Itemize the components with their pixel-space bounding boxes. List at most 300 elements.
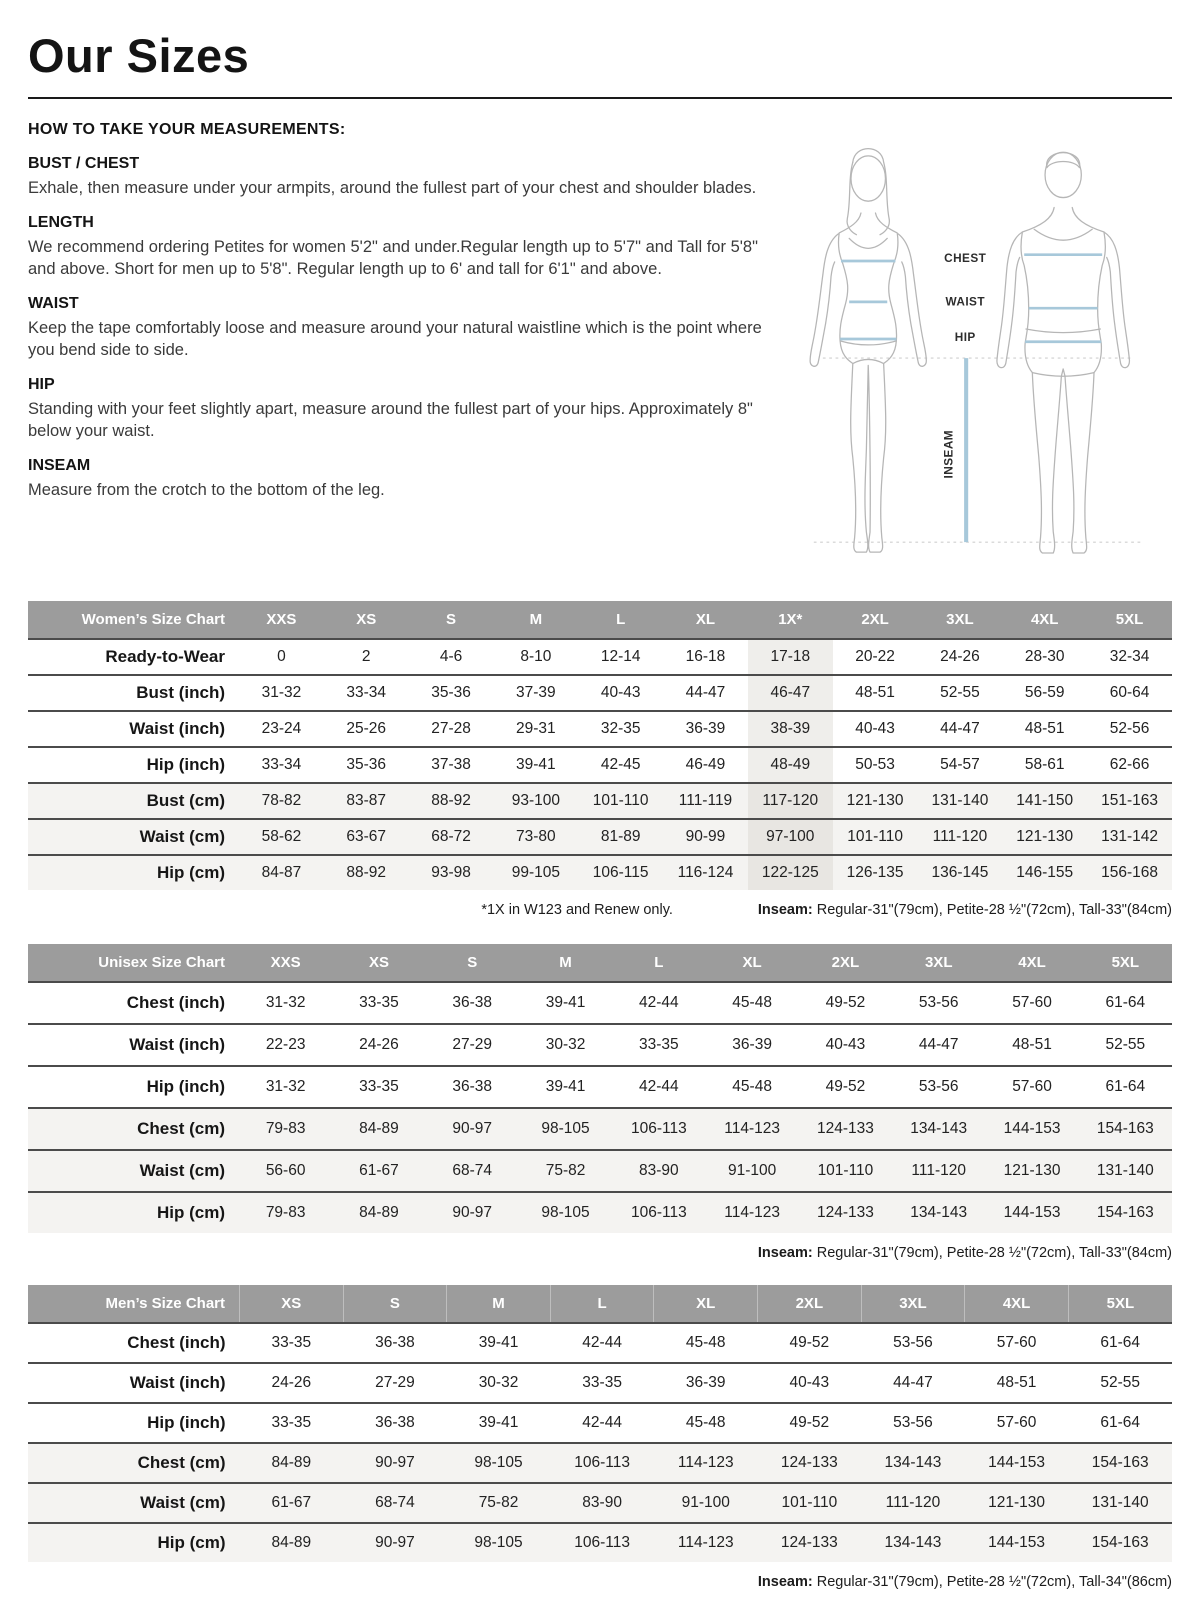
table-row bbox=[28, 675, 1172, 711]
size-cell: 151-163 bbox=[1101, 792, 1158, 809]
size-cell: 114-123 bbox=[724, 1204, 780, 1221]
size-cell: 40-43 bbox=[855, 720, 895, 737]
row-label: Bust (cm) bbox=[146, 791, 225, 810]
page-title: Our Sizes bbox=[28, 29, 250, 82]
size-cell: 42-44 bbox=[639, 1078, 679, 1095]
size-column-header: M bbox=[447, 1285, 551, 1323]
instruction-title: INSEAM bbox=[28, 456, 91, 474]
size-cell: 91-100 bbox=[728, 1162, 777, 1179]
size-cell: 156-168 bbox=[1101, 864, 1158, 881]
size-cell: 25-26 bbox=[346, 720, 387, 737]
size-cell: 84-89 bbox=[271, 1534, 312, 1551]
size-cell: 38-39 bbox=[748, 711, 833, 747]
size-column-header: S bbox=[409, 601, 494, 639]
size-cell: 61-67 bbox=[271, 1494, 312, 1511]
mens-footnote bbox=[28, 1574, 1172, 1590]
size-cell: 116-124 bbox=[677, 864, 734, 881]
size-cell: 126-135 bbox=[846, 864, 904, 881]
size-cell: 101-110 bbox=[592, 792, 649, 809]
instruction-inseam bbox=[28, 457, 773, 502]
size-column-header: XS bbox=[332, 944, 425, 982]
row-label: Chest (inch) bbox=[127, 1333, 226, 1352]
row-label: Hip (cm) bbox=[157, 1533, 226, 1552]
size-cell: 20-22 bbox=[855, 648, 895, 665]
size-cell: 50-53 bbox=[855, 756, 895, 773]
size-cell: 84-89 bbox=[359, 1120, 399, 1137]
size-cell: 84-87 bbox=[261, 864, 302, 881]
size-cell: 83-90 bbox=[582, 1494, 622, 1511]
size-cell: 98-105 bbox=[474, 1534, 523, 1551]
size-cell: 0 bbox=[277, 648, 286, 665]
size-cell: 111-120 bbox=[911, 1162, 967, 1179]
size-cell: 33-35 bbox=[271, 1334, 312, 1351]
size-cell: 39-41 bbox=[478, 1414, 519, 1431]
size-cell: 57-60 bbox=[1012, 1078, 1052, 1095]
size-cell: 68-74 bbox=[375, 1494, 415, 1511]
female-figure bbox=[810, 149, 926, 553]
size-cell: 106-113 bbox=[574, 1454, 630, 1471]
size-cell: 84-89 bbox=[359, 1204, 399, 1221]
table-row bbox=[28, 1523, 1172, 1562]
size-cell: 39-41 bbox=[545, 994, 586, 1011]
size-cell: 31-32 bbox=[265, 1078, 306, 1095]
instruction-body: Keep the tape comfortably loose and measure around your natural waistline which is the point where you bend side to side. bbox=[28, 318, 762, 359]
size-cell: 117-120 bbox=[748, 783, 833, 819]
size-cell: 36-38 bbox=[375, 1414, 415, 1431]
table-title: Men’s Size Chart bbox=[28, 1285, 240, 1323]
size-cell: 23-24 bbox=[261, 720, 302, 737]
size-cell: 39-41 bbox=[478, 1334, 519, 1351]
size-cell: 48-51 bbox=[1024, 720, 1065, 737]
size-cell: 106-113 bbox=[630, 1204, 687, 1221]
size-cell: 49-52 bbox=[789, 1414, 830, 1431]
instruction-title: LENGTH bbox=[28, 213, 94, 231]
table-row bbox=[28, 1483, 1172, 1523]
size-column-header: 2XL bbox=[833, 601, 918, 639]
size-cell: 46-49 bbox=[685, 756, 726, 773]
size-cell: 49-52 bbox=[825, 994, 866, 1011]
size-cell: 134-143 bbox=[884, 1534, 942, 1551]
row-label: Waist (inch) bbox=[129, 719, 225, 738]
size-cell: 44-47 bbox=[685, 684, 726, 701]
size-cell: 53-56 bbox=[893, 1334, 933, 1351]
size-cell: 98-105 bbox=[474, 1454, 523, 1471]
size-cell: 83-87 bbox=[346, 792, 387, 809]
table-row bbox=[28, 747, 1172, 783]
size-cell: 33-35 bbox=[639, 1036, 679, 1053]
instruction-body: Standing with your feet slightly apart, measure around the fullest part of your hips. Approximately 8" below your waist. bbox=[28, 399, 753, 440]
size-cell: 56-59 bbox=[1024, 684, 1065, 701]
measurement-instructions bbox=[28, 119, 773, 585]
size-cell: 48-51 bbox=[855, 684, 895, 701]
size-cell: 99-105 bbox=[511, 864, 560, 881]
size-cell: 40-43 bbox=[600, 684, 641, 701]
size-cell: 57-60 bbox=[996, 1334, 1037, 1351]
size-cell: 131-140 bbox=[931, 792, 989, 809]
size-cell: 90-97 bbox=[375, 1454, 415, 1471]
size-cell: 91-100 bbox=[681, 1494, 730, 1511]
size-cell: 49-52 bbox=[789, 1334, 830, 1351]
size-cell: 57-60 bbox=[996, 1414, 1037, 1431]
male-figure bbox=[997, 152, 1130, 553]
size-cell: 42-44 bbox=[582, 1334, 622, 1351]
size-cell: 93-100 bbox=[511, 792, 560, 809]
size-cell: 33-34 bbox=[346, 684, 387, 701]
size-cell: 134-143 bbox=[884, 1454, 942, 1471]
row-label: Hip (inch) bbox=[147, 1413, 226, 1432]
size-column-header: S bbox=[343, 1285, 447, 1323]
size-column-header: L bbox=[550, 1285, 654, 1323]
size-cell: 22-23 bbox=[265, 1036, 306, 1053]
size-cell: 114-123 bbox=[677, 1454, 734, 1471]
table-row bbox=[28, 982, 1172, 1024]
size-cell: 121-130 bbox=[1016, 828, 1074, 845]
size-cell: 146-155 bbox=[1016, 864, 1074, 881]
size-cell: 58-62 bbox=[261, 828, 302, 845]
size-cell: 24-26 bbox=[271, 1374, 312, 1391]
size-cell: 63-67 bbox=[346, 828, 387, 845]
instructions-heading: HOW TO TAKE YOUR MEASUREMENTS: bbox=[28, 121, 346, 138]
row-label: Hip (cm) bbox=[157, 1203, 225, 1222]
size-cell: 61-64 bbox=[1105, 994, 1146, 1011]
size-column-header: XS bbox=[324, 601, 409, 639]
size-cell: 48-51 bbox=[996, 1374, 1037, 1391]
size-cell: 97-100 bbox=[748, 819, 833, 855]
size-cell: 45-48 bbox=[685, 1414, 726, 1431]
table-row bbox=[28, 855, 1172, 890]
table-row bbox=[28, 1150, 1172, 1192]
table-row bbox=[28, 711, 1172, 747]
table-row bbox=[28, 1323, 1172, 1363]
size-cell: 61-64 bbox=[1105, 1078, 1146, 1095]
size-cell: 54-57 bbox=[940, 756, 980, 773]
size-cell: 36-39 bbox=[732, 1036, 772, 1053]
row-label: Hip (inch) bbox=[146, 1077, 225, 1096]
size-cell: 61-67 bbox=[359, 1162, 399, 1179]
size-cell: 52-55 bbox=[1105, 1036, 1146, 1053]
size-cell: 106-113 bbox=[574, 1534, 630, 1551]
size-column-header: XL bbox=[654, 1285, 758, 1323]
size-cell: 45-48 bbox=[732, 1078, 772, 1095]
measurements-section bbox=[28, 119, 1172, 585]
table-row bbox=[28, 639, 1172, 675]
size-cell: 32-34 bbox=[1109, 648, 1150, 665]
table-row bbox=[28, 819, 1172, 855]
size-column-header: 4XL bbox=[985, 944, 1078, 982]
size-column-header: XL bbox=[705, 944, 798, 982]
size-column-header: XXS bbox=[239, 944, 332, 982]
size-cell: 57-60 bbox=[1012, 994, 1052, 1011]
size-cell: 30-32 bbox=[478, 1374, 519, 1391]
size-cell: 44-47 bbox=[940, 720, 980, 737]
size-cell: 122-125 bbox=[748, 855, 833, 890]
size-cell: 90-97 bbox=[375, 1534, 415, 1551]
size-cell: 53-56 bbox=[893, 1414, 933, 1431]
size-cell: 52-55 bbox=[1100, 1374, 1141, 1391]
size-cell: 45-48 bbox=[685, 1334, 726, 1351]
inseam-note-text: Regular-31"(79cm), Petite-28 ½"(72cm), Tall-34"(86cm) bbox=[812, 1574, 1172, 1590]
size-cell: 32-35 bbox=[600, 720, 641, 737]
size-column-header: 5XL bbox=[1079, 944, 1172, 982]
waist-label: WAIST bbox=[945, 295, 986, 309]
instruction-body: We recommend ordering Petites for women 5'2" and under.Regular length up to 5'7" and Tall for 5'8" and above. Short for men up to 5'8". Regular length up to 6' and tall for 6'1" and above. bbox=[28, 237, 758, 278]
size-cell: 39-41 bbox=[516, 756, 556, 773]
size-cell: 124-133 bbox=[780, 1534, 838, 1551]
size-column-header: 5XL bbox=[1068, 1285, 1172, 1323]
inseam-label: INSEAM bbox=[942, 429, 956, 479]
size-column-header: 5XL bbox=[1087, 601, 1172, 639]
size-cell: 31-32 bbox=[261, 684, 302, 701]
size-cell: 78-82 bbox=[261, 792, 302, 809]
size-cell: 98-105 bbox=[541, 1120, 590, 1137]
size-cell: 144-153 bbox=[1003, 1204, 1061, 1221]
size-cell: 79-83 bbox=[265, 1204, 306, 1221]
size-cell: 30-32 bbox=[545, 1036, 586, 1053]
size-cell: 58-61 bbox=[1024, 756, 1065, 773]
size-cell: 106-115 bbox=[592, 864, 649, 881]
size-cell: 53-56 bbox=[918, 994, 959, 1011]
size-cell: 42-44 bbox=[639, 994, 679, 1011]
size-cell: 4-6 bbox=[439, 648, 463, 665]
size-cell: 134-143 bbox=[910, 1120, 968, 1137]
row-label: Hip (cm) bbox=[157, 863, 225, 882]
size-cell: 131-140 bbox=[1091, 1494, 1149, 1511]
size-cell: 36-39 bbox=[685, 720, 726, 737]
size-cell: 44-47 bbox=[893, 1374, 933, 1391]
row-label: Chest (cm) bbox=[137, 1453, 226, 1472]
size-cell: 52-56 bbox=[1109, 720, 1150, 737]
size-cell: 33-35 bbox=[359, 994, 399, 1011]
size-cell: 61-64 bbox=[1100, 1414, 1141, 1431]
size-cell: 73-80 bbox=[516, 828, 556, 845]
mens-size-chart-table bbox=[28, 1285, 1172, 1562]
instruction-title: WAIST bbox=[28, 294, 79, 312]
size-cell: 101-110 bbox=[847, 828, 903, 845]
size-cell: 114-123 bbox=[677, 1534, 734, 1551]
size-cell: 154-163 bbox=[1091, 1454, 1149, 1471]
table-row bbox=[28, 1066, 1172, 1108]
row-label: Waist (inch) bbox=[129, 1373, 226, 1392]
size-cell: 33-35 bbox=[271, 1414, 312, 1431]
footnote-1x: *1X in W123 and Renew only. bbox=[481, 902, 673, 918]
unisex-size-chart-table bbox=[28, 944, 1172, 1233]
size-cell: 98-105 bbox=[541, 1204, 590, 1221]
size-cell: 68-74 bbox=[452, 1162, 493, 1179]
size-column-header: 2XL bbox=[758, 1285, 862, 1323]
instruction-title: BUST / CHEST bbox=[28, 155, 140, 172]
size-cell: 106-113 bbox=[630, 1120, 687, 1137]
size-cell: 37-38 bbox=[431, 756, 471, 773]
table-row bbox=[28, 1192, 1172, 1233]
size-cell: 2 bbox=[361, 648, 371, 665]
size-cell: 141-150 bbox=[1016, 792, 1074, 809]
size-cell: 101-110 bbox=[817, 1162, 874, 1179]
size-cell: 12-14 bbox=[600, 648, 641, 665]
size-cell: 136-145 bbox=[931, 864, 989, 881]
row-label: Waist (cm) bbox=[139, 1161, 225, 1180]
size-cell: 35-36 bbox=[431, 684, 471, 701]
size-cell: 144-153 bbox=[988, 1534, 1046, 1551]
size-cell: 36-38 bbox=[375, 1334, 415, 1351]
size-cell: 46-47 bbox=[748, 675, 833, 711]
size-cell: 134-143 bbox=[910, 1204, 968, 1221]
size-cell: 88-92 bbox=[431, 792, 471, 809]
size-cell: 83-90 bbox=[639, 1162, 679, 1179]
size-cell: 44-47 bbox=[918, 1036, 959, 1053]
row-label: Ready-to-Wear bbox=[105, 647, 225, 666]
body-measurement-diagram bbox=[773, 119, 1172, 585]
size-column-header: S bbox=[426, 944, 519, 982]
size-cell: 111-120 bbox=[885, 1494, 941, 1511]
inseam-note-label: Inseam: bbox=[757, 902, 813, 918]
hip-label: HIP bbox=[954, 330, 976, 344]
size-cell: 61-64 bbox=[1100, 1334, 1141, 1351]
size-column-header: XS bbox=[240, 1285, 344, 1323]
size-cell: 39-41 bbox=[545, 1078, 586, 1095]
size-cell: 16-18 bbox=[685, 648, 726, 665]
size-cell: 81-89 bbox=[600, 828, 641, 845]
row-label: Hip (inch) bbox=[146, 755, 225, 774]
size-cell: 35-36 bbox=[346, 756, 387, 773]
size-cell: 124-133 bbox=[780, 1454, 838, 1471]
instruction-title: HIP bbox=[28, 375, 55, 393]
instruction-length bbox=[28, 214, 773, 281]
table-title: Unisex Size Chart bbox=[28, 944, 239, 982]
size-cell: 121-130 bbox=[1003, 1162, 1061, 1179]
table-row bbox=[28, 1024, 1172, 1066]
size-cell: 36-38 bbox=[452, 1078, 493, 1095]
size-cell: 101-110 bbox=[781, 1494, 838, 1511]
size-column-header: XXS bbox=[239, 601, 324, 639]
size-cell: 154-163 bbox=[1096, 1120, 1154, 1137]
instruction-body: Exhale, then measure under your armpits, around the fullest part of your chest and shoulder blades. bbox=[28, 179, 757, 197]
size-cell: 17-18 bbox=[748, 639, 833, 675]
size-cell: 42-45 bbox=[600, 756, 641, 773]
row-label: Chest (inch) bbox=[126, 993, 225, 1012]
size-cell: 49-52 bbox=[825, 1078, 866, 1095]
title-divider bbox=[28, 97, 1172, 99]
size-cell: 90-97 bbox=[452, 1120, 493, 1137]
figure-illustration bbox=[773, 113, 1172, 585]
size-cell: 121-130 bbox=[988, 1494, 1046, 1511]
size-column-header: L bbox=[612, 944, 705, 982]
row-label: Chest (cm) bbox=[137, 1119, 225, 1138]
womens-footnotes bbox=[28, 902, 1172, 918]
size-column-header: M bbox=[519, 944, 612, 982]
size-column-header: 3XL bbox=[892, 944, 985, 982]
size-cell: 144-153 bbox=[988, 1454, 1046, 1471]
size-column-header: 1X* bbox=[748, 601, 833, 639]
size-cell: 90-99 bbox=[685, 828, 726, 845]
row-label: Waist (cm) bbox=[139, 827, 225, 846]
size-cell: 52-55 bbox=[940, 684, 980, 701]
size-cell: 27-29 bbox=[375, 1374, 415, 1391]
size-cell: 24-26 bbox=[359, 1036, 399, 1053]
size-cell: 45-48 bbox=[732, 994, 772, 1011]
size-cell: 36-38 bbox=[452, 994, 493, 1011]
size-cell: 56-60 bbox=[265, 1162, 306, 1179]
size-cell: 88-92 bbox=[346, 864, 387, 881]
size-column-header: 4XL bbox=[1002, 601, 1087, 639]
size-column-header: M bbox=[493, 601, 578, 639]
size-cell: 79-83 bbox=[265, 1120, 306, 1137]
size-cell: 131-142 bbox=[1101, 828, 1158, 845]
size-cell: 33-35 bbox=[582, 1374, 622, 1391]
size-cell: 144-153 bbox=[1003, 1120, 1061, 1137]
size-cell: 154-163 bbox=[1096, 1204, 1154, 1221]
size-cell: 68-72 bbox=[431, 828, 471, 845]
table-row bbox=[28, 1403, 1172, 1443]
size-cell: 28-30 bbox=[1024, 648, 1065, 665]
inseam-note-text: Regular-31"(79cm), Petite-28 ½"(72cm), Tall-33"(84cm) bbox=[812, 902, 1172, 918]
size-cell: 93-98 bbox=[431, 864, 471, 881]
table-row bbox=[28, 783, 1172, 819]
size-cell: 27-28 bbox=[431, 720, 471, 737]
size-cell: 36-39 bbox=[685, 1374, 726, 1391]
table-row bbox=[28, 1363, 1172, 1403]
size-cell: 31-32 bbox=[265, 994, 306, 1011]
table-title: Women’s Size Chart bbox=[28, 601, 239, 639]
size-cell: 75-82 bbox=[478, 1494, 519, 1511]
table-row bbox=[28, 1108, 1172, 1150]
row-label: Waist (cm) bbox=[140, 1493, 226, 1512]
unisex-footnote bbox=[28, 1245, 1172, 1261]
size-column-header: XL bbox=[663, 601, 748, 639]
size-cell: 48-51 bbox=[1012, 1036, 1052, 1053]
instruction-hip bbox=[28, 376, 773, 443]
size-cell: 27-29 bbox=[452, 1036, 493, 1053]
size-cell: 33-34 bbox=[261, 756, 302, 773]
size-cell: 111-119 bbox=[678, 792, 733, 809]
size-cell: 42-44 bbox=[582, 1414, 622, 1431]
inseam-note-text: Regular-31"(79cm), Petite-28 ½"(72cm), Tall-33"(84cm) bbox=[812, 1245, 1172, 1261]
size-cell: 53-56 bbox=[918, 1078, 959, 1095]
size-cell: 131-140 bbox=[1096, 1162, 1154, 1179]
size-column-header: L bbox=[578, 601, 663, 639]
inseam-note-label: Inseam: bbox=[757, 1245, 813, 1261]
size-cell: 29-31 bbox=[516, 720, 556, 737]
instruction-waist bbox=[28, 295, 773, 362]
size-cell: 8-10 bbox=[520, 648, 552, 665]
size-cell: 33-35 bbox=[359, 1078, 399, 1095]
instruction-bust-chest bbox=[28, 155, 773, 200]
size-cell: 124-133 bbox=[816, 1120, 874, 1137]
size-cell: 40-43 bbox=[789, 1374, 830, 1391]
size-cell: 154-163 bbox=[1091, 1534, 1149, 1551]
size-cell: 121-130 bbox=[846, 792, 904, 809]
footnote-inseam-women bbox=[758, 902, 1172, 918]
row-label: Bust (inch) bbox=[136, 683, 225, 702]
size-cell: 124-133 bbox=[816, 1204, 874, 1221]
chest-label: CHEST bbox=[944, 251, 987, 265]
size-cell: 24-26 bbox=[940, 648, 980, 665]
size-cell: 111-120 bbox=[932, 828, 988, 845]
size-column-header: 3XL bbox=[861, 1285, 965, 1323]
inseam-note-label: Inseam: bbox=[757, 1574, 813, 1590]
size-cell: 48-49 bbox=[748, 747, 833, 783]
womens-size-chart-table bbox=[28, 601, 1172, 890]
size-column-header: 4XL bbox=[965, 1285, 1069, 1323]
table-row bbox=[28, 1443, 1172, 1483]
size-cell: 114-123 bbox=[724, 1120, 780, 1137]
size-cell: 40-43 bbox=[825, 1036, 866, 1053]
size-cell: 37-39 bbox=[516, 684, 556, 701]
size-cell: 90-97 bbox=[452, 1204, 493, 1221]
size-cell: 75-82 bbox=[545, 1162, 586, 1179]
size-cell: 60-64 bbox=[1109, 684, 1150, 701]
size-cell: 62-66 bbox=[1109, 756, 1150, 773]
row-label: Waist (inch) bbox=[129, 1035, 225, 1054]
